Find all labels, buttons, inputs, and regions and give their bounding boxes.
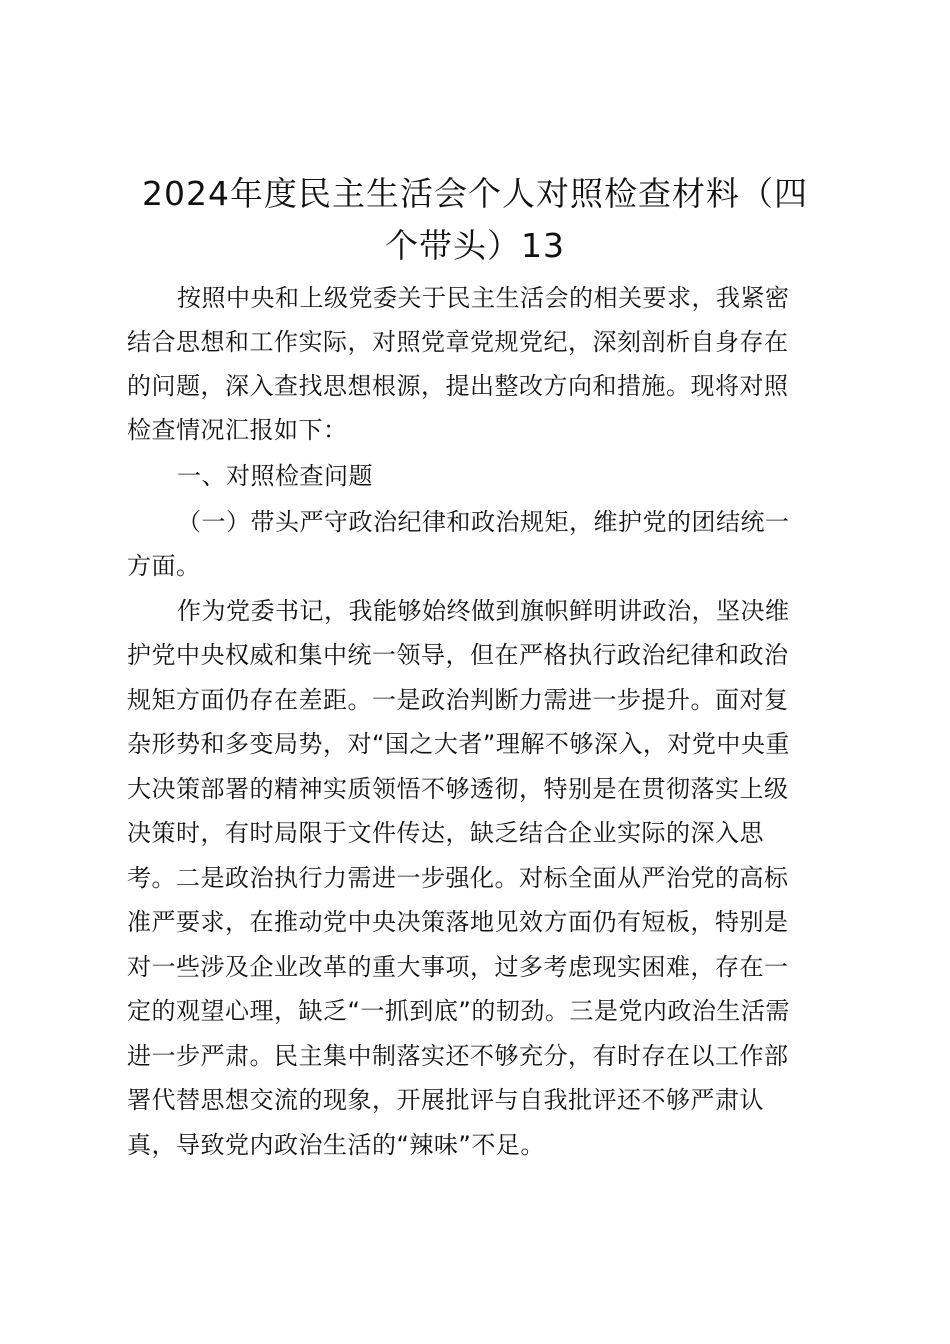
text-line: 真，导致党内政治生活的“辣味”不足。: [127, 1131, 545, 1159]
text-line: 署代替思想交流的现象，开展批评与自我批评还不够严肃认: [127, 1086, 764, 1114]
text-line: 护党中央权威和集中统一领导，但在严格执行政治纪律和政治: [127, 641, 789, 669]
text-line: 大决策部署的精神实质领悟不够透彻，特别是在贯彻落实上级: [127, 775, 789, 803]
text-line: 考。二是政治执行力需进一步强化。对标全面从严治党的高标: [127, 864, 789, 892]
text-line: 对一些涉及企业改革的重大事项，过多考虑现实困难，存在一: [127, 953, 789, 981]
text-line: 准严要求，在推动党中央决策落地见效方面仍有短板，特别是: [127, 908, 789, 936]
text-line: 方面。: [127, 552, 201, 580]
text-line: 杂形势和多变局势，对“国之大者”理解不够深入，对党中央重: [127, 730, 790, 758]
text-line: 结合思想和工作实际，对照党章党规党纪，深刻剖析自身存在: [127, 328, 789, 356]
document-title: [120, 168, 830, 272]
text-line: 规矩方面仍存在差距。一是政治判断力需进一步提升。面对复: [127, 686, 789, 714]
text-line: 作为党委书记，我能够始终做到旗帜鲜明讲政治，坚决维: [177, 597, 790, 625]
text-line: 决策时，有时局限于文件传达，缺乏结合企业实际的深入思: [127, 819, 764, 847]
text-line: （一）带头严守政治纪律和政治规矩，维护党的团结统一: [177, 508, 790, 536]
title-line-1: 2024年度民主生活会个人对照检查材料（四: [142, 174, 808, 213]
text-line: 的问题，深入查找思想根源，提出整改方向和措施。现将对照: [127, 372, 789, 400]
text-line: 进一步严肃。民主集中制落实还不够充分，有时存在以工作部: [127, 1042, 789, 1070]
text-line: 按照中央和上级党委关于民主生活会的相关要求，我紧密: [177, 284, 790, 312]
section-heading: 一、对照检查问题: [177, 462, 373, 490]
text-line: 检查情况汇报如下：: [127, 416, 348, 444]
title-line-2: 个带头）13: [385, 226, 565, 265]
text-line: 定的观望心理，缺乏“一抓到底”的韧劲。三是党内政治生活需: [127, 997, 790, 1025]
